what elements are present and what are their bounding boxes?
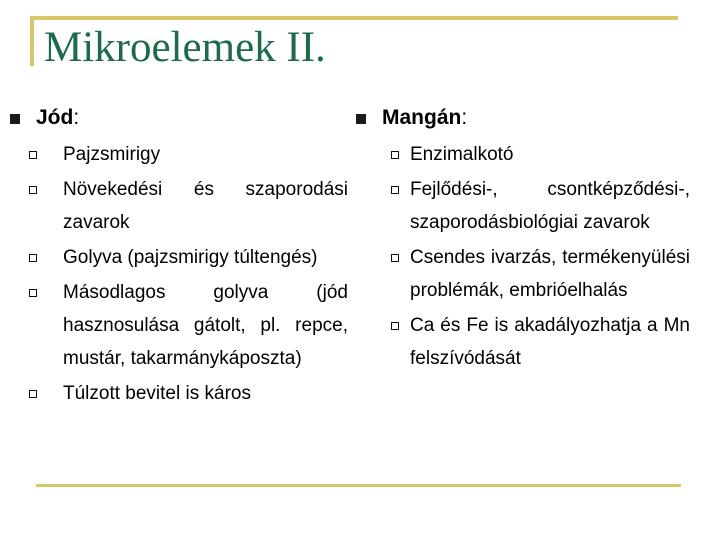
hollow-square-bullet-icon xyxy=(29,254,37,262)
list-item-text: Csendes ivarzás, termékenyülési problémák, embrióelhalás xyxy=(410,247,690,301)
hollow-square-bullet-icon xyxy=(29,390,37,398)
hollow-square-bullet-icon xyxy=(29,289,37,297)
left-heading-label: Jód xyxy=(36,106,74,129)
list-item-text: Másodlagos golyva (jód hasznosulása gátolt, pl. repce, mustár, takarmánykáposzta) xyxy=(63,282,348,369)
list-item xyxy=(8,173,348,239)
right-heading-label: Mangán xyxy=(382,106,462,129)
frame-left-rule xyxy=(30,16,34,66)
list-item-text: Növekedési és szaporodási zavarok xyxy=(63,179,348,233)
list-item xyxy=(354,241,690,307)
list-item xyxy=(354,173,690,239)
list-item-text: Fejlődési-, csontképződési-, szaporodásbiológiai zavarok xyxy=(410,179,690,233)
left-heading: Jód: xyxy=(8,104,348,138)
list-item xyxy=(354,309,690,375)
list-item xyxy=(8,138,348,171)
square-bullet-icon xyxy=(10,114,20,124)
list-item xyxy=(354,138,690,171)
hollow-square-bullet-icon xyxy=(29,151,37,159)
square-bullet-icon xyxy=(356,114,366,124)
list-item xyxy=(8,241,348,274)
right-heading: Mangán: xyxy=(354,104,690,138)
frame-bottom-rule xyxy=(36,484,681,487)
hollow-square-bullet-icon xyxy=(391,254,399,262)
list-item-text: Golyva (pajzsmirigy túltengés) xyxy=(63,247,318,268)
left-column xyxy=(8,104,348,410)
list-item-text: Pajzsmirigy xyxy=(63,144,161,165)
list-item xyxy=(8,377,348,410)
list-item-text: Enzimalkotó xyxy=(410,144,514,165)
hollow-square-bullet-icon xyxy=(391,151,399,159)
list-item-text: Ca és Fe is akadályozhatja a Mn felszívódását xyxy=(410,315,690,369)
list-item xyxy=(8,276,348,375)
hollow-square-bullet-icon xyxy=(391,186,399,194)
right-column xyxy=(354,104,690,375)
frame-top-rule xyxy=(30,16,678,20)
page-title: Mikroelemek II. xyxy=(44,24,326,71)
hollow-square-bullet-icon xyxy=(29,186,37,194)
hollow-square-bullet-icon xyxy=(391,322,399,330)
list-item-text: Túlzott bevitel is káros xyxy=(63,383,251,404)
